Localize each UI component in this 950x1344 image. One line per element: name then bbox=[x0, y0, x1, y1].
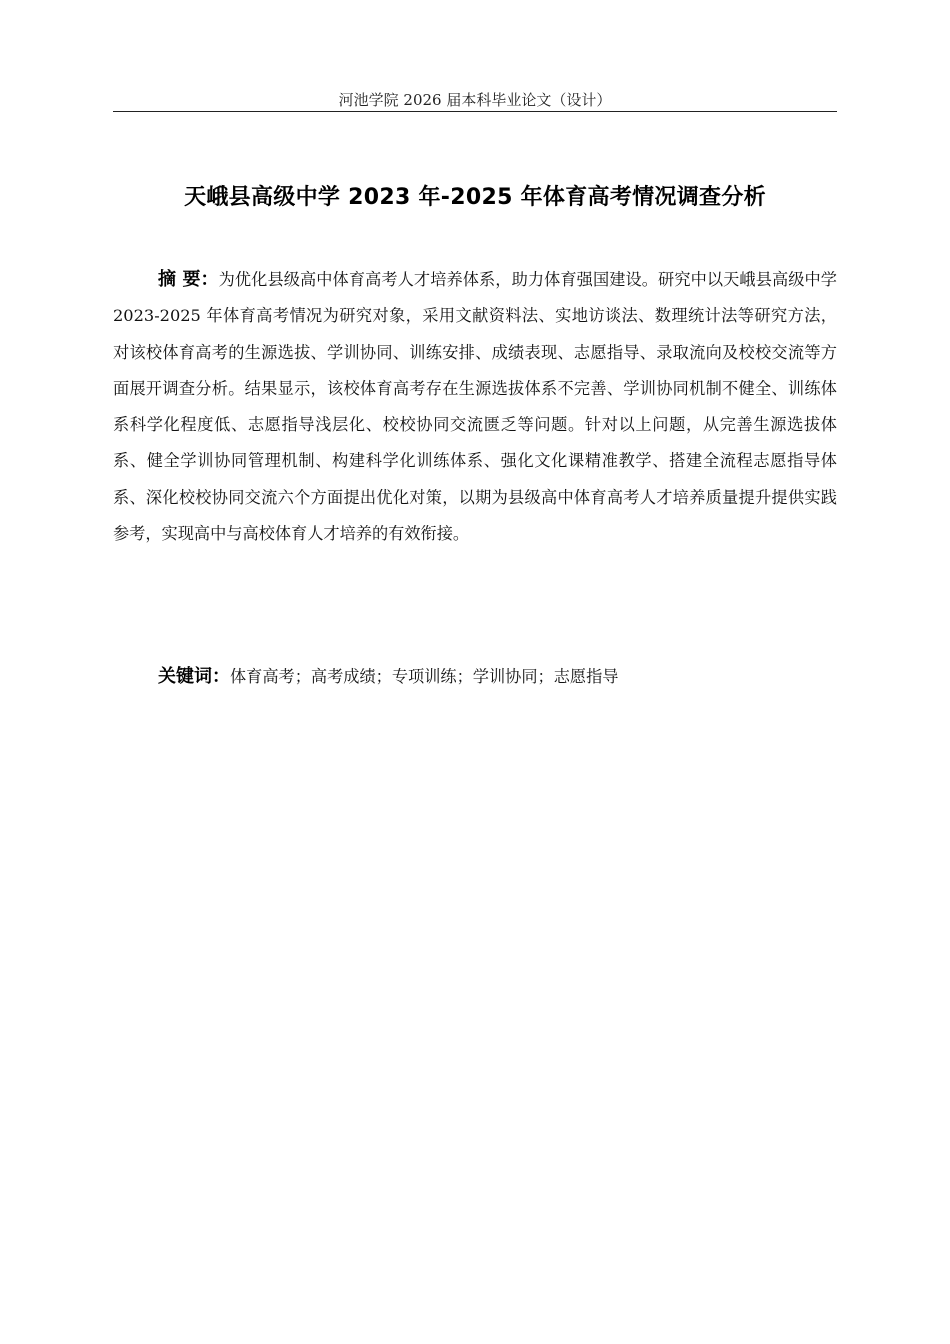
keywords-label: 关键词： bbox=[158, 666, 230, 687]
abstract-paragraph bbox=[113, 262, 837, 552]
abstract-label: 摘 要： bbox=[158, 269, 219, 290]
paper-title: 天峨县高级中学 2023 年-2025 年体育高考情况调查分析 bbox=[184, 185, 766, 210]
keywords-text: 体育高考；高考成绩；专项训练；学训协同；志愿指导 bbox=[230, 667, 619, 686]
abstract-text: 为优化县级高中体育高考人才培养体系，助力体育强国建设。研究中以天峨县高级中学 2023-2025 年体育高考情况为研究对象，采用文献资料法、实地访谈法、数理统计法等研究方法，对该校体育高考的生源选拔、学训协同、训练安排、成绩表现、志愿指导、录取流向及校校交流等方面展开调查分析。结果显示，该校体育高考存在生源选拔体系不完善、学训协同机制不健全、训练体系科学化程度低、志愿指导浅层化、校校协同交流匮乏等问题。针对以上问题，从完善生源选拔体系、健全学训协同管理机制、构建科学化训练体系、强化文化课精准教学、搭建全流程志愿指导体系、深化校校协同交流六个方面提出优化对策，以期为县级高中体育高考人才培养质量提升提供实践参考，实现高中与高校体育人才培养的有效衔接。 bbox=[113, 270, 837, 544]
running-header: 河池学院 2026 届本科毕业论文（设计） bbox=[113, 92, 837, 112]
keywords-line bbox=[158, 662, 838, 692]
